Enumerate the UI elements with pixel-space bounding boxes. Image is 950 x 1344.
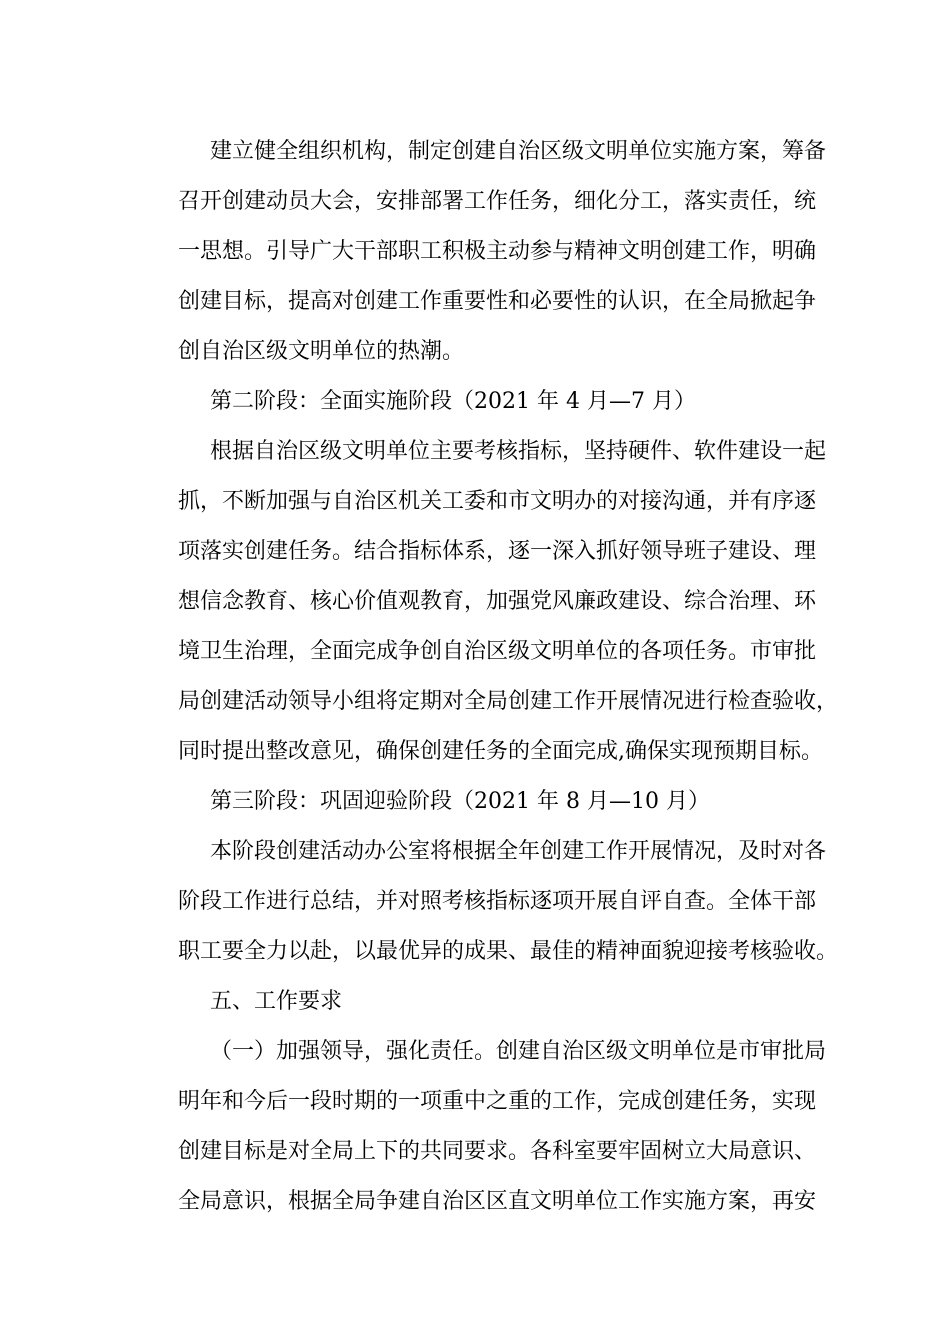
text-line: 创自治区级文明单位的热潮。 — [178, 339, 465, 364]
paragraph-organization-setup — [146, 127, 826, 377]
text-line: 阶段工作进行总结，并对照考核指标逐项开展自评自查。全体干部 — [178, 889, 817, 914]
paragraph-requirement-one — [146, 1027, 826, 1227]
text-line: 境卫生治理，全面完成争创自治区级文明单位的各项任务。市审批 — [178, 639, 817, 664]
text-line: 一思想。引导广大干部职工积极主动参与精神文明创建工作，明确 — [178, 239, 817, 264]
text-line: 全局意识，根据全局争建自治区区直文明单位工作实施方案，再安 — [178, 1189, 817, 1214]
text-line: 明年和今后一段时期的一项重中之重的工作，完成创建任务，实现 — [178, 1089, 817, 1114]
document-body — [146, 127, 839, 1227]
text-line: 召开创建动员大会，安排部署工作任务，细化分工，落实责任，统 — [178, 189, 817, 214]
stage-two-heading — [146, 377, 826, 427]
text-line: （一）加强领导，强化责任。创建自治区级文明单位是市审批局 — [210, 1039, 827, 1064]
text-line: 根据自治区级文明单位主要考核指标，坚持硬件、软件建设一起 — [210, 439, 827, 464]
text-line: 本阶段创建活动办公室将根据全年创建工作开展情况，及时对各 — [210, 839, 827, 864]
text-line: 项落实创建任务。结合指标体系，逐一深入抓好领导班子建设、理 — [178, 539, 817, 564]
text-line: 创建目标是对全局上下的共同要求。各科室要牢固树立大局意识、 — [178, 1139, 817, 1164]
paragraph-stage-three — [146, 827, 839, 977]
text-line: 局创建活动领导小组将定期对全局创建工作开展情况进行检查验收， — [178, 689, 839, 714]
text-line: 建立健全组织机构，制定创建自治区级文明单位实施方案，筹备 — [210, 139, 827, 164]
paragraph-stage-two — [146, 427, 839, 777]
text-line: 五、工作要求 — [210, 989, 343, 1014]
text-line: 想信念教育、核心价值观教育，加强党风廉政建设、综合治理、环 — [178, 589, 817, 614]
text-line: 抓，不断加强与自治区机关工委和市文明办的对接沟通，并有序逐 — [178, 489, 817, 514]
text-line: 职工要全力以赴，以最优异的成果、最佳的精神面貌迎接考核验收。 — [178, 939, 839, 964]
text-line: 第二阶段：全面实施阶段（2021 年 4 月—7 月） — [210, 389, 696, 414]
section-five-heading — [146, 977, 826, 1027]
text-line: 同时提出整改意见，确保创建任务的全面完成,确保实现预期目标。 — [178, 739, 823, 764]
text-line: 第三阶段：巩固迎验阶段（2021 年 8 月—10 月） — [210, 789, 710, 814]
stage-three-heading — [146, 777, 826, 827]
text-line: 创建目标，提高对创建工作重要性和必要性的认识，在全局掀起争 — [178, 289, 817, 314]
